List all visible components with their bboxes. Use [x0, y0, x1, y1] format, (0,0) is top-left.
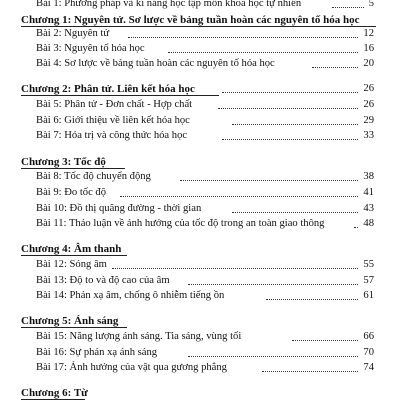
toc-entry-page: 66: [363, 331, 374, 342]
toc-leader-dots: [112, 268, 358, 269]
toc-leader-dots: [180, 180, 358, 181]
toc-entry: [0, 330, 400, 344]
toc-chapter: [0, 242, 400, 256]
toc-entry: [0, 274, 400, 288]
toc-entry-title: Bài 8: Tốc độ chuyển động: [36, 171, 151, 182]
toc-entry-page: 12: [363, 28, 374, 39]
toc-leader-dots: [222, 92, 358, 93]
toc-entry: [0, 27, 400, 41]
toc-leader-dots: [218, 108, 358, 109]
toc-entry: [0, 170, 400, 184]
toc-chapter-title: Chương 1: Nguyên tử. Sơ lược về bảng tuần hoàn các nguyên tố hóa học: [21, 14, 360, 26]
toc-entry-page: 16: [363, 43, 374, 54]
toc-entry-title: Bài 17: Ảnh hưởng của vật qua gương phẳng: [36, 362, 227, 373]
toc-leader-dots: [188, 356, 358, 357]
toc-chapter-title: Chương 2: Phân tử. Liên kết hóa học: [21, 83, 195, 95]
toc-leader-dots: [128, 37, 358, 38]
toc-entry-page: 74: [363, 362, 374, 373]
toc-entry: [0, 289, 400, 303]
toc-chapter: [0, 386, 400, 400]
toc-entry: [0, 217, 400, 231]
toc-entry: [0, 361, 400, 375]
toc-entry-title: Bài 10: Đồ thị quãng đường - thời gian: [36, 203, 202, 214]
chapter-underline: [21, 168, 125, 169]
toc-leader-dots: [232, 124, 358, 125]
toc-leader-dots: [232, 212, 358, 213]
toc-chapter-page: 26: [363, 83, 374, 94]
toc-entry-page: 29: [363, 115, 374, 126]
toc-leader-dots: [262, 371, 358, 372]
toc-entry-page: 55: [363, 259, 374, 270]
toc-entry-title: Bài 14: Phản xạ âm, chống ô nhiễm tiếng ồn: [36, 290, 225, 301]
toc-entry: [0, 129, 400, 143]
toc-leader-dots: [168, 52, 358, 53]
toc-entry-title: Bài 4: Sơ lược về bảng tuần hoàn các nguyên tố hóa học: [36, 58, 275, 69]
toc-chapter: [0, 155, 400, 169]
toc-entry: [0, 57, 400, 71]
toc-entry-title: Bài 9: Đo tốc độ: [36, 187, 107, 198]
toc-leader-dots: [120, 196, 358, 197]
toc-entry-title: Bài 2: Nguyên tử: [36, 28, 110, 39]
toc-entry: [0, 258, 400, 272]
chapter-underline: [21, 327, 127, 328]
toc-entry-page: 26: [363, 99, 374, 110]
toc-leader-dots: [266, 299, 358, 300]
toc-entry: [0, 0, 400, 11]
toc-entry-page: 41: [363, 187, 374, 198]
toc-leader-dots: [332, 7, 364, 8]
toc-entry: [0, 114, 400, 128]
toc-chapter-title: Chương 6: Từ: [21, 387, 88, 399]
chapter-underline: [21, 255, 127, 256]
toc-entry: [0, 186, 400, 200]
toc-entry-page: 48: [363, 218, 374, 229]
toc-entry-title: Bài 7: Hóa trị và công thức hóa học: [36, 130, 188, 141]
toc-entry-title: Bài 11: Thảo luận về ảnh hưởng của tốc độ trong an toàn giao thông: [36, 218, 325, 229]
toc-entry-title: Bài 13: Độ to và độ cao của âm: [36, 275, 170, 286]
toc-leader-dots: [354, 227, 358, 228]
toc-chapter-title: Chương 4: Âm thanh: [21, 243, 122, 255]
toc-entry-title: Bài 12: Sóng âm: [36, 259, 107, 270]
toc-chapter: [0, 314, 400, 328]
toc-entry-page: 5: [368, 0, 374, 9]
chapter-underline: [21, 95, 219, 96]
toc-entry-title: Bài 5: Phân tử - Đơn chất - Hợp chất: [36, 99, 193, 110]
toc-chapter: [0, 82, 400, 96]
toc-leader-dots: [292, 340, 358, 341]
toc-entry: [0, 42, 400, 56]
toc-entry-title: Bài 16: Sự phản xạ ánh sáng: [36, 347, 158, 358]
toc-entry-page: 61: [363, 290, 374, 301]
toc-entry: [0, 98, 400, 112]
toc-chapter: [0, 13, 400, 27]
toc-entry-page: 20: [363, 58, 374, 69]
toc-entry: [0, 346, 400, 360]
toc-leader-dots: [188, 284, 358, 285]
toc-entry-page: 38: [363, 171, 374, 182]
toc-entry-title: Bài 15: Năng lượng ánh sáng. Tia sáng, vùng tối: [36, 331, 242, 342]
toc-entry-title: Bài 3: Nguyên tố hóa học: [36, 43, 145, 54]
toc-entry-title: Bài 6: Giới thiệu về liên kết hóa học: [36, 115, 190, 126]
toc-leader-dots: [222, 139, 358, 140]
toc-entry-page: 70: [363, 347, 374, 358]
toc-chapter-title: Chương 5: Ánh sáng: [21, 315, 119, 327]
toc-entry-page: 33: [363, 130, 374, 141]
toc-leader-dots: [312, 67, 358, 68]
toc-chapter-title: Chương 3: Tốc độ: [21, 156, 106, 168]
toc-entry-page: 43: [363, 203, 374, 214]
toc-entry: [0, 202, 400, 216]
toc-entry-title: Bài 1: Phương pháp và kĩ năng học tập môn khoa học tự nhiên: [36, 0, 302, 9]
toc-entry-page: 57: [363, 275, 374, 286]
